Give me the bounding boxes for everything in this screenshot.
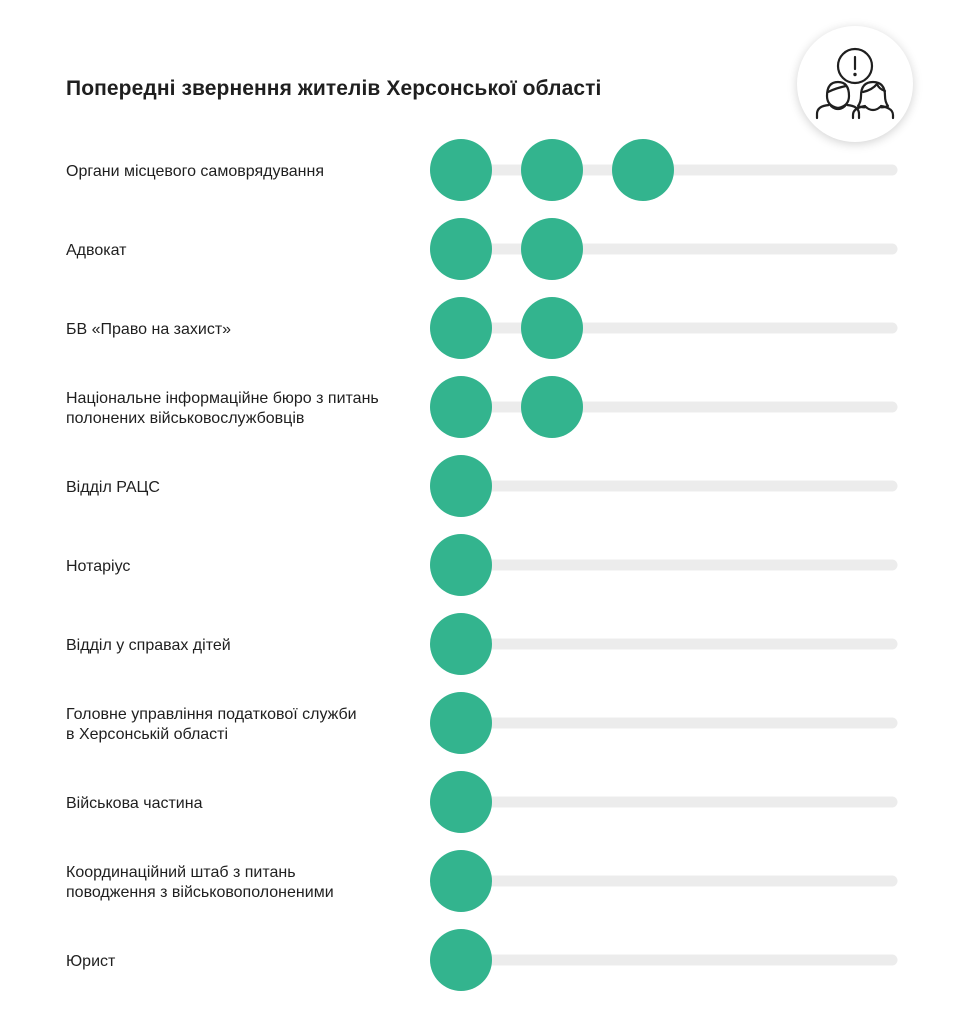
- value-dot: [430, 850, 492, 912]
- category-label-line: Військова частина: [66, 795, 203, 812]
- category-label-line: Відділ у справах дітей: [66, 637, 231, 654]
- chart-row: [66, 850, 892, 912]
- value-dot: [430, 218, 492, 280]
- category-label: [66, 479, 160, 496]
- category-label: [66, 637, 231, 654]
- category-label: [66, 795, 203, 812]
- chart-row: [66, 376, 892, 438]
- chart-row: [66, 297, 892, 359]
- category-label-line: Органи місцевого самоврядування: [66, 163, 324, 180]
- chart-row: [66, 771, 892, 833]
- value-dot: [430, 771, 492, 833]
- category-label-line: полонених військовослужбовців: [66, 410, 305, 427]
- value-dot: [430, 455, 492, 517]
- value-dot: [430, 613, 492, 675]
- value-dot: [430, 139, 492, 201]
- category-label-line: Координаційний штаб з питань: [66, 864, 296, 881]
- category-label-line: БВ «Право на захист»: [66, 321, 232, 338]
- category-label: [66, 558, 130, 575]
- value-dot: [521, 297, 583, 359]
- chart-row: [66, 929, 892, 991]
- value-dot: [521, 139, 583, 201]
- chart-title: Попередні звернення жителів Херсонської області: [66, 77, 602, 100]
- category-label: [66, 864, 334, 901]
- category-label-line: Національне інформаційне бюро з питань: [66, 390, 379, 407]
- category-label-line: Адвокат: [66, 242, 127, 259]
- chart-row: [66, 218, 892, 280]
- category-label: [66, 163, 324, 180]
- category-label: [66, 321, 231, 338]
- chart-row: [66, 692, 892, 754]
- chart-row: [66, 613, 892, 675]
- category-label-line: Нотаріус: [66, 558, 131, 575]
- category-label-line: Головне управління податкової служби: [66, 706, 357, 723]
- chart-row: [66, 139, 892, 201]
- value-dot: [430, 297, 492, 359]
- value-dot: [612, 139, 674, 201]
- category-label: [66, 953, 116, 970]
- value-dot: [521, 218, 583, 280]
- category-label: [66, 242, 127, 259]
- category-label-line: в Херсонській області: [66, 726, 229, 743]
- value-dot: [521, 376, 583, 438]
- category-label: [66, 706, 357, 743]
- chart-row: [66, 534, 892, 596]
- chart-row: [66, 455, 892, 517]
- category-label-line: Юрист: [66, 953, 116, 970]
- category-label-line: поводження з військовополоненими: [66, 884, 334, 901]
- value-dot: [430, 376, 492, 438]
- category-label-line: Відділ РАЦС: [66, 479, 160, 496]
- category-label: [66, 390, 379, 427]
- value-dot: [430, 929, 492, 991]
- value-dot: [430, 692, 492, 754]
- value-dot: [430, 534, 492, 596]
